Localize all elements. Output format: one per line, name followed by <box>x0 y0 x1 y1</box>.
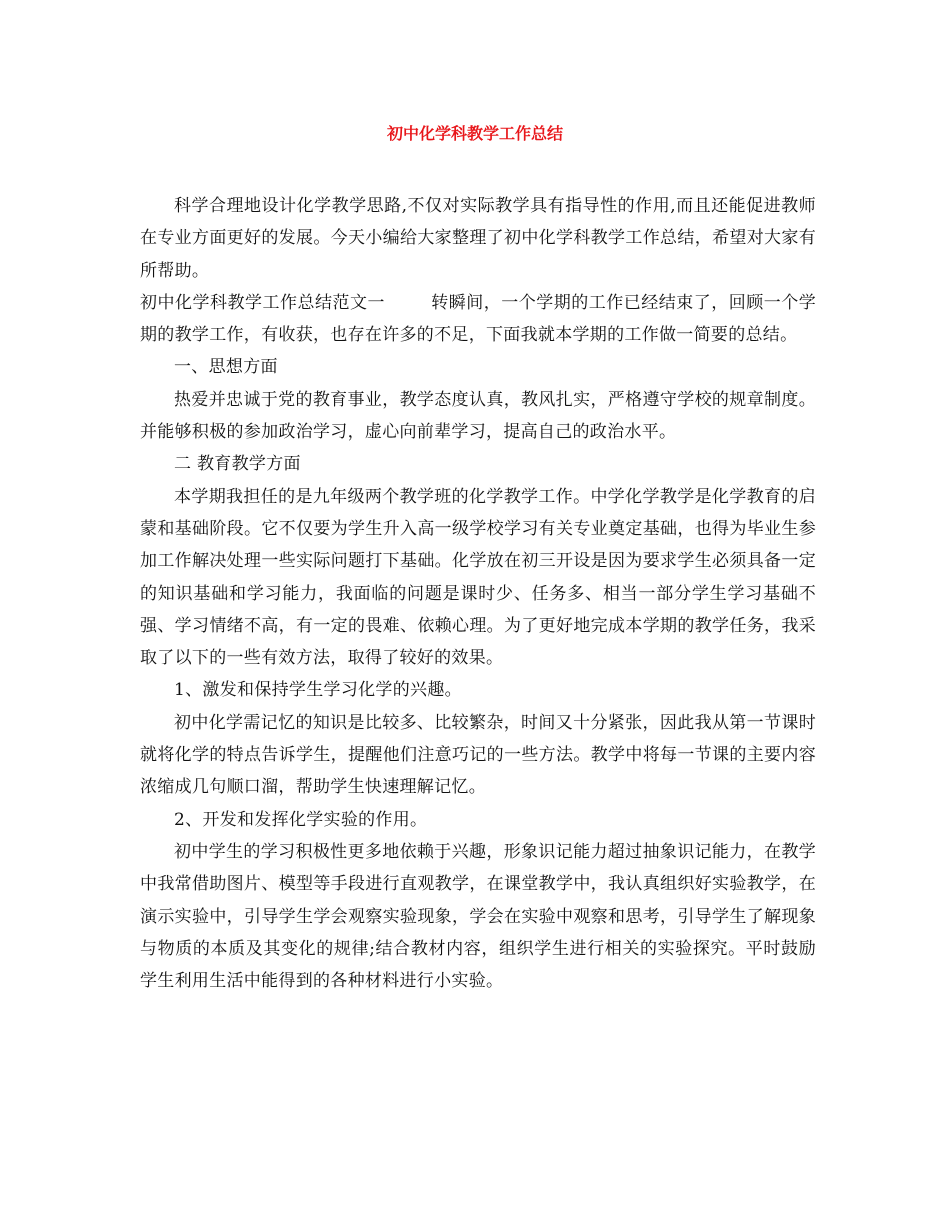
item2-heading: 2、开发和发挥化学实验的作用。 <box>174 809 428 830</box>
section2-text: 本学期我担任的是九年级两个教学班的化学教学工作。中学化学教学是化学教育的启蒙和基础阶段。它不仅要为学生升入高一级学校学习有关专业奠定基础，也得为毕业生参加工作解决处理一些实际问题打下基础。化学放在初三开设是因为要求学生必须具备一定的知识基础和学习能力，我面临的问题是课时少、任务多、相当一部分学生学习基础不强、学习情绪不高，有一定的畏难、依赖心理。为了更好地完成本学期的教学任务，我采取了以下的一些有效方法，取得了较好的效果。 <box>140 486 816 669</box>
intro-paragraph: 科学合理地设计化学教学思路,不仅对实际教学具有指导性的作用,而且还能促进教师在专业方面更好的发展。今天小编给大家整理了初中化学科教学工作总结，希望对大家有所帮助。 <box>140 196 816 281</box>
section1-heading: 一、思想方面 <box>174 357 278 378</box>
item1-text: 初中化学需记忆的知识是比较多、比较繁杂，时间又十分紧张，因此我从第一节课时就将化学的特点告诉学生，提醒他们注意巧记的一些方法。教学中将每一节课的主要内容浓缩成几句顺口溜，帮助学生快速理解记忆。 <box>140 712 816 798</box>
item1-heading: 1、激发和保持学生学习化学的兴趣。 <box>174 680 462 701</box>
sample-heading: 初中化学科教学工作总结范文一 <box>140 292 385 313</box>
section2-heading: 二 教育教学方面 <box>174 454 301 475</box>
sample-paragraph <box>140 287 816 352</box>
document-title: 初中化学科教学工作总结 <box>386 124 563 143</box>
document-body <box>140 190 816 997</box>
sample-opening: 转瞬间，一个学期的工作已经结束了，回顾一个学期的教学工作，有收获，也存在许多的不足，下面我就本学期的工作做一简要的总结。 <box>140 292 816 346</box>
item2-text: 初中学生的学习积极性更多地依赖于兴趣，形象识记能力超过抽象识记能力，在教学中我常借助图片、模型等手段进行直观教学，在课堂教学中，我认真组织好实验教学，在演示实验中，引导学生学会观察实验现象，学会在实验中观察和思考，引导学生了解现象与物质的本质及其变化的规律;结合教材内容，组织学生进行相关的实验探究。平时鼓励学生利用生活中能得到的各种材料进行小实验。 <box>140 841 816 992</box>
section1-text: 热爱并忠诚于党的教育事业，教学态度认真，教风扎实，严格遵守学校的规章制度。并能够积极的参加政治学习，虚心向前辈学习，提高自己的政治水平。 <box>140 389 816 443</box>
